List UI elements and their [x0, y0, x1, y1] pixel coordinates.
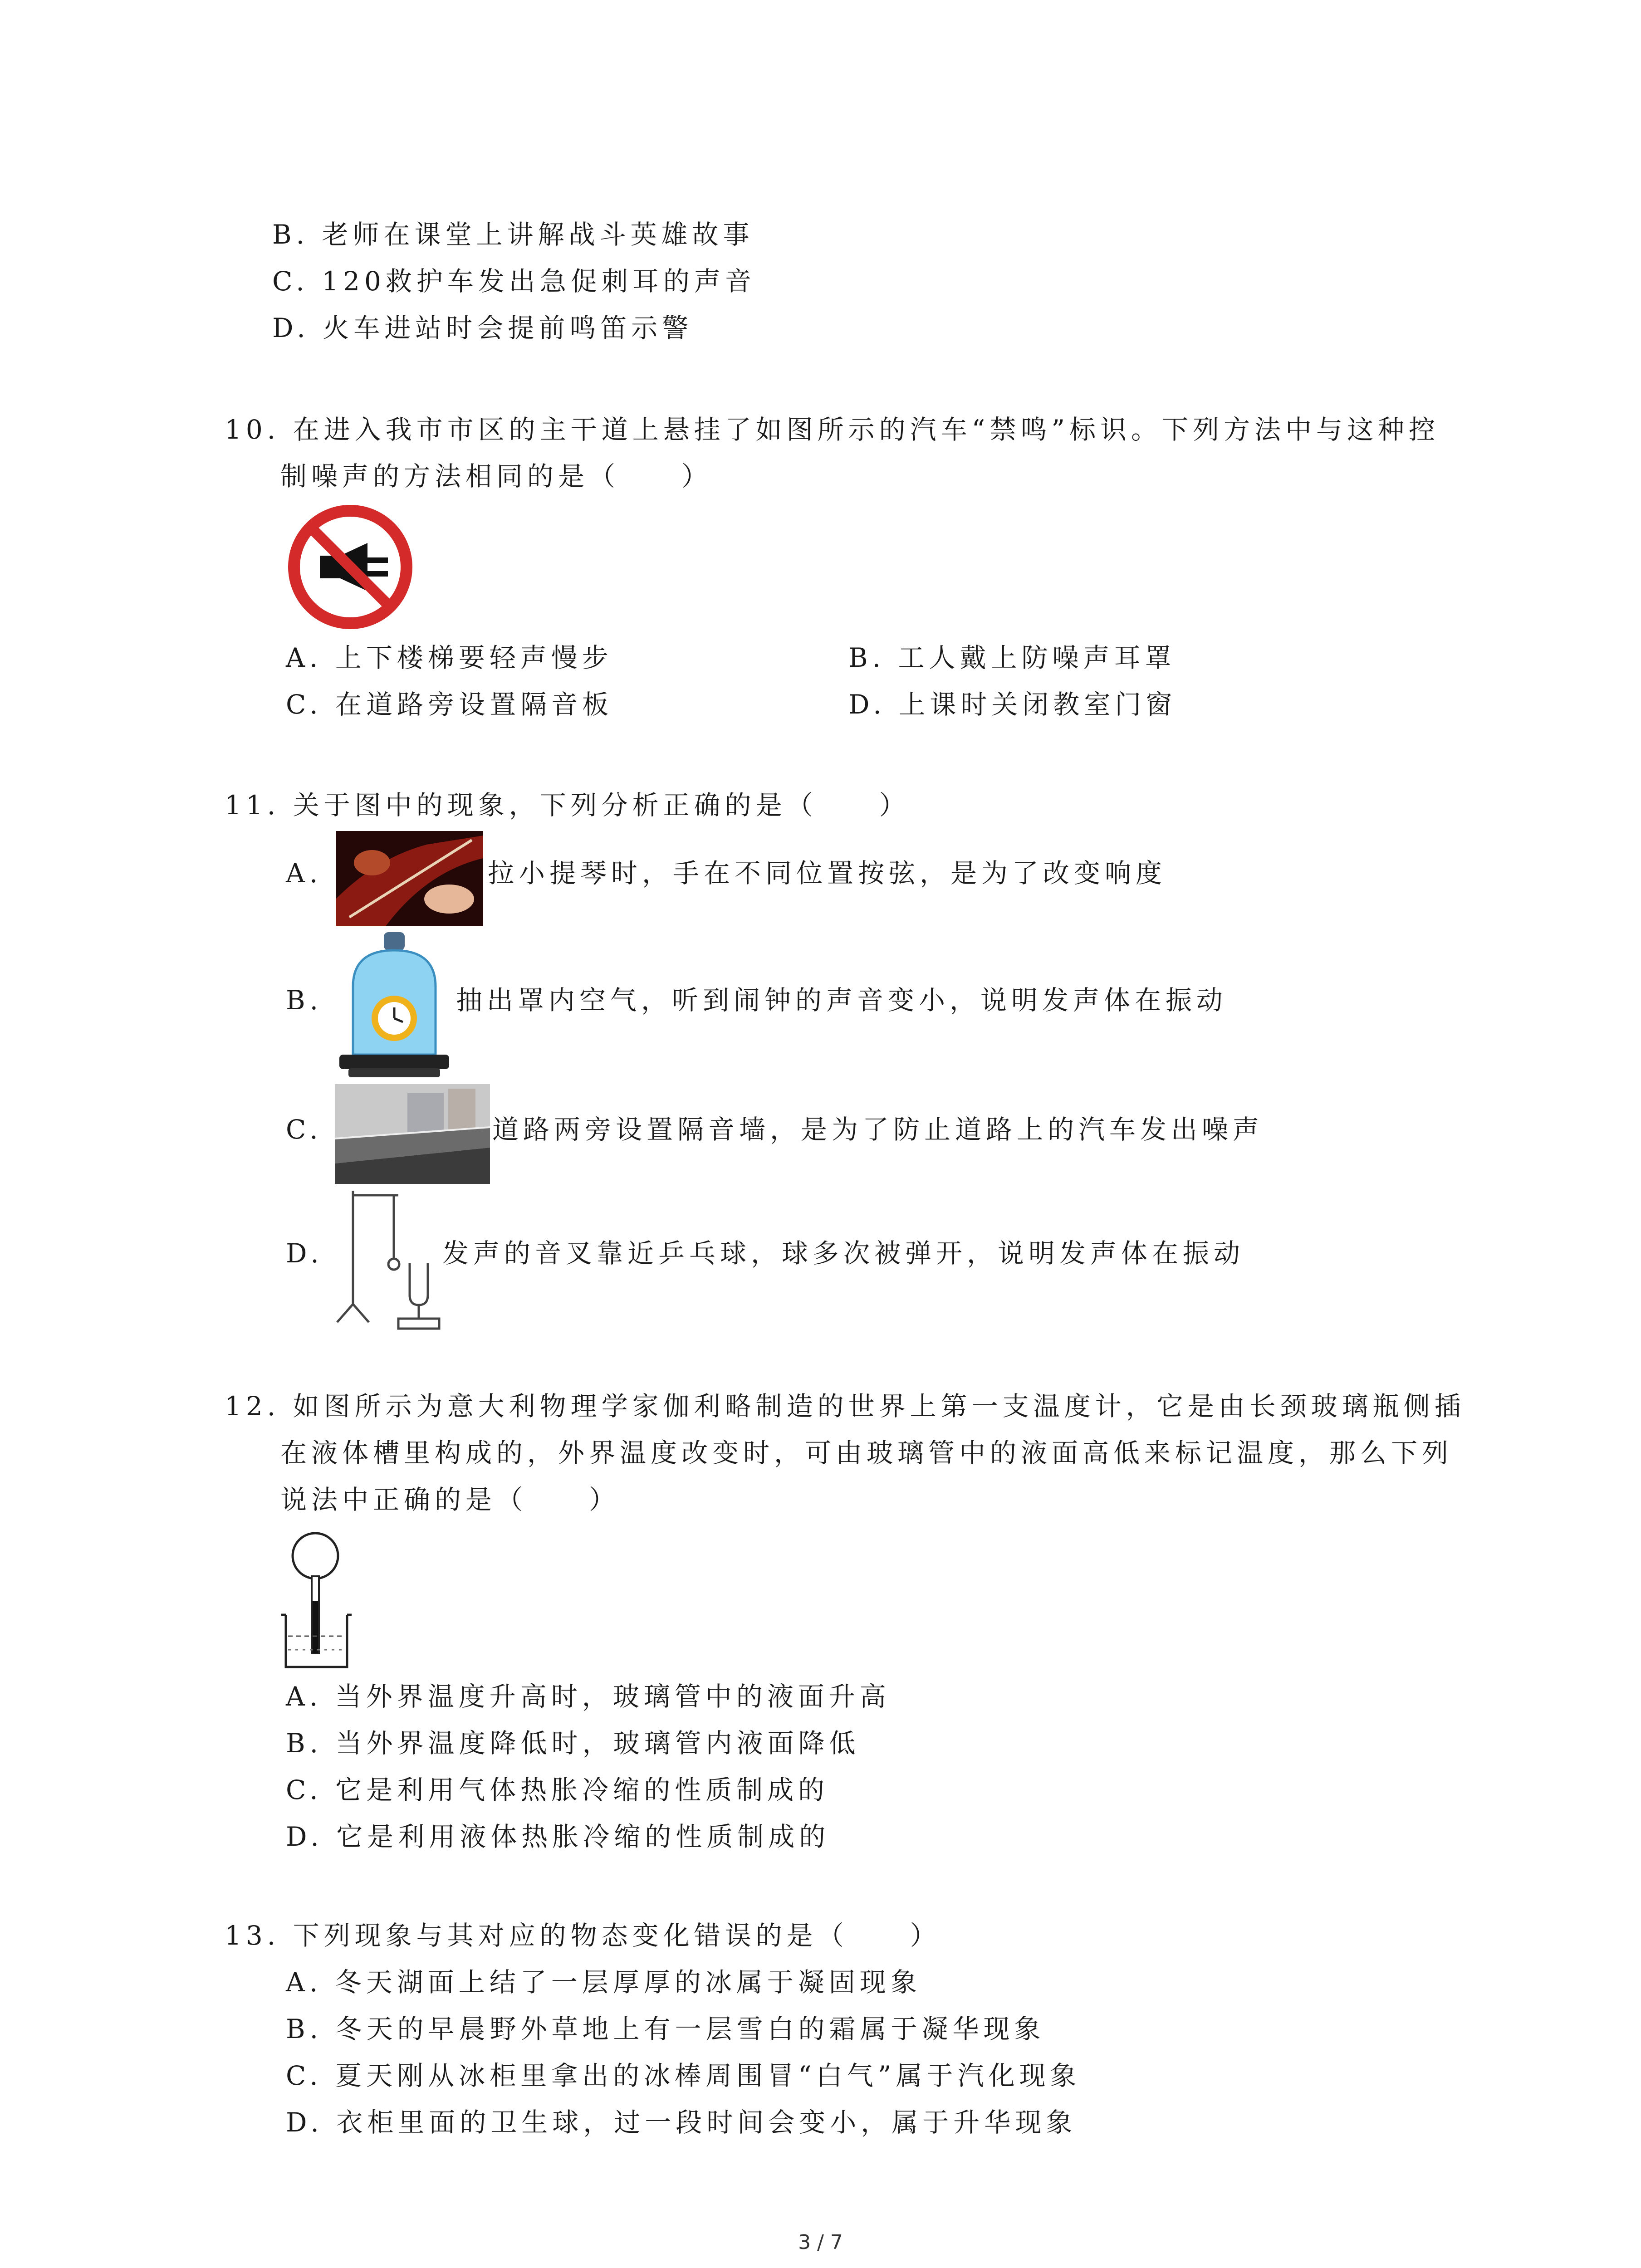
q9-option-b: B. 老师在课堂上讲解战斗英雄故事	[272, 219, 754, 250]
q11-option-a-text: 拉小提琴时，手在不同位置按弦，是为了改变响度	[488, 858, 1167, 889]
bell-jar-alarm-clock-photo	[335, 932, 454, 1080]
galileo-thermometer-diagram	[279, 1531, 358, 1672]
q13-option-d: D. 衣柜里面的卫生球，过一段时间会变小，属于升华现象	[286, 2107, 1077, 2138]
q11-option-c-text: 道路两旁设置隔音墙，是为了防止道路上的汽车发出噪声	[492, 1114, 1264, 1145]
q12-option-c: C. 它是利用气体热胀冷缩的性质制成的	[286, 1774, 829, 1805]
page-number: 3 / 7	[798, 2231, 843, 2254]
q12-stem-line2: 在液体槽里构成的，外界温度改变时，可由玻璃管中的液面高低来标记温度，那么下列	[280, 1437, 1453, 1468]
q11-option-c-letter: C.	[286, 1114, 323, 1145]
q11-stem: 11. 关于图中的现象，下列分析正确的是（ ）	[225, 790, 910, 821]
q13-option-c: C. 夏天刚从冰柜里拿出的冰棒周围冒“白气”属于汽化现象	[286, 2060, 1081, 2091]
q12-stem-line3: 说法中正确的是（ ）	[280, 1484, 620, 1515]
q9-option-c: C. 120救护车发出急促刺耳的声音	[272, 266, 756, 297]
q12-option-b: B. 当外界温度降低时，玻璃管内液面降低	[286, 1728, 860, 1759]
q10-option-a: A. 上下楼梯要轻声慢步	[286, 642, 613, 673]
q11-option-b-text: 抽出罩内空气，听到闹钟的声音变小，说明发声体在振动	[456, 985, 1228, 1016]
q13-stem: 13. 下列现象与其对应的物态变化错误的是（ ）	[225, 1920, 941, 1951]
q11-option-b-letter: B.	[286, 985, 323, 1016]
q10-stem-line2: 制噪声的方法相同的是（ ）	[280, 461, 713, 492]
q13-option-a: A. 冬天湖面上结了一层厚厚的冰属于凝固现象	[286, 1967, 921, 1998]
q13-option-b: B. 冬天的早晨野外草地上有一层雪白的霜属于凝华现象	[286, 2014, 1045, 2044]
q11-option-a-letter: A.	[286, 858, 323, 889]
q10-option-b: B. 工人戴上防噪声耳罩	[848, 642, 1176, 673]
q12-option-d: D. 它是利用液体热胀冷缩的性质制成的	[286, 1821, 830, 1852]
q11-option-d-text: 发声的音叉靠近乒乓球，球多次被弹开，说明发声体在振动	[442, 1238, 1245, 1269]
tuning-fork-ball-apparatus	[335, 1186, 453, 1331]
no-horn-sign-icon	[284, 501, 417, 633]
q10-option-d: D. 上课时关闭教室门窗	[848, 689, 1177, 720]
violin-photo	[336, 831, 483, 926]
q9-option-d: D. 火车进站时会提前鸣笛示警	[272, 313, 693, 343]
q12-option-a: A. 当外界温度升高时，玻璃管中的液面升高	[286, 1681, 891, 1712]
q10-option-c: C. 在道路旁设置隔音板	[286, 689, 613, 720]
q10-stem-line1: 10. 在进入我市市区的主干道上悬挂了如图所示的汽车“禁鸣”标识。下列方法中与这种控	[225, 414, 1440, 445]
sound-barrier-wall-photo	[335, 1084, 490, 1184]
q12-stem-line1: 12. 如图所示为意大利物理学家伽利略制造的世界上第一支温度计，它是由长颈玻璃瓶侧插	[225, 1391, 1465, 1422]
q11-option-d-letter: D.	[286, 1238, 323, 1269]
